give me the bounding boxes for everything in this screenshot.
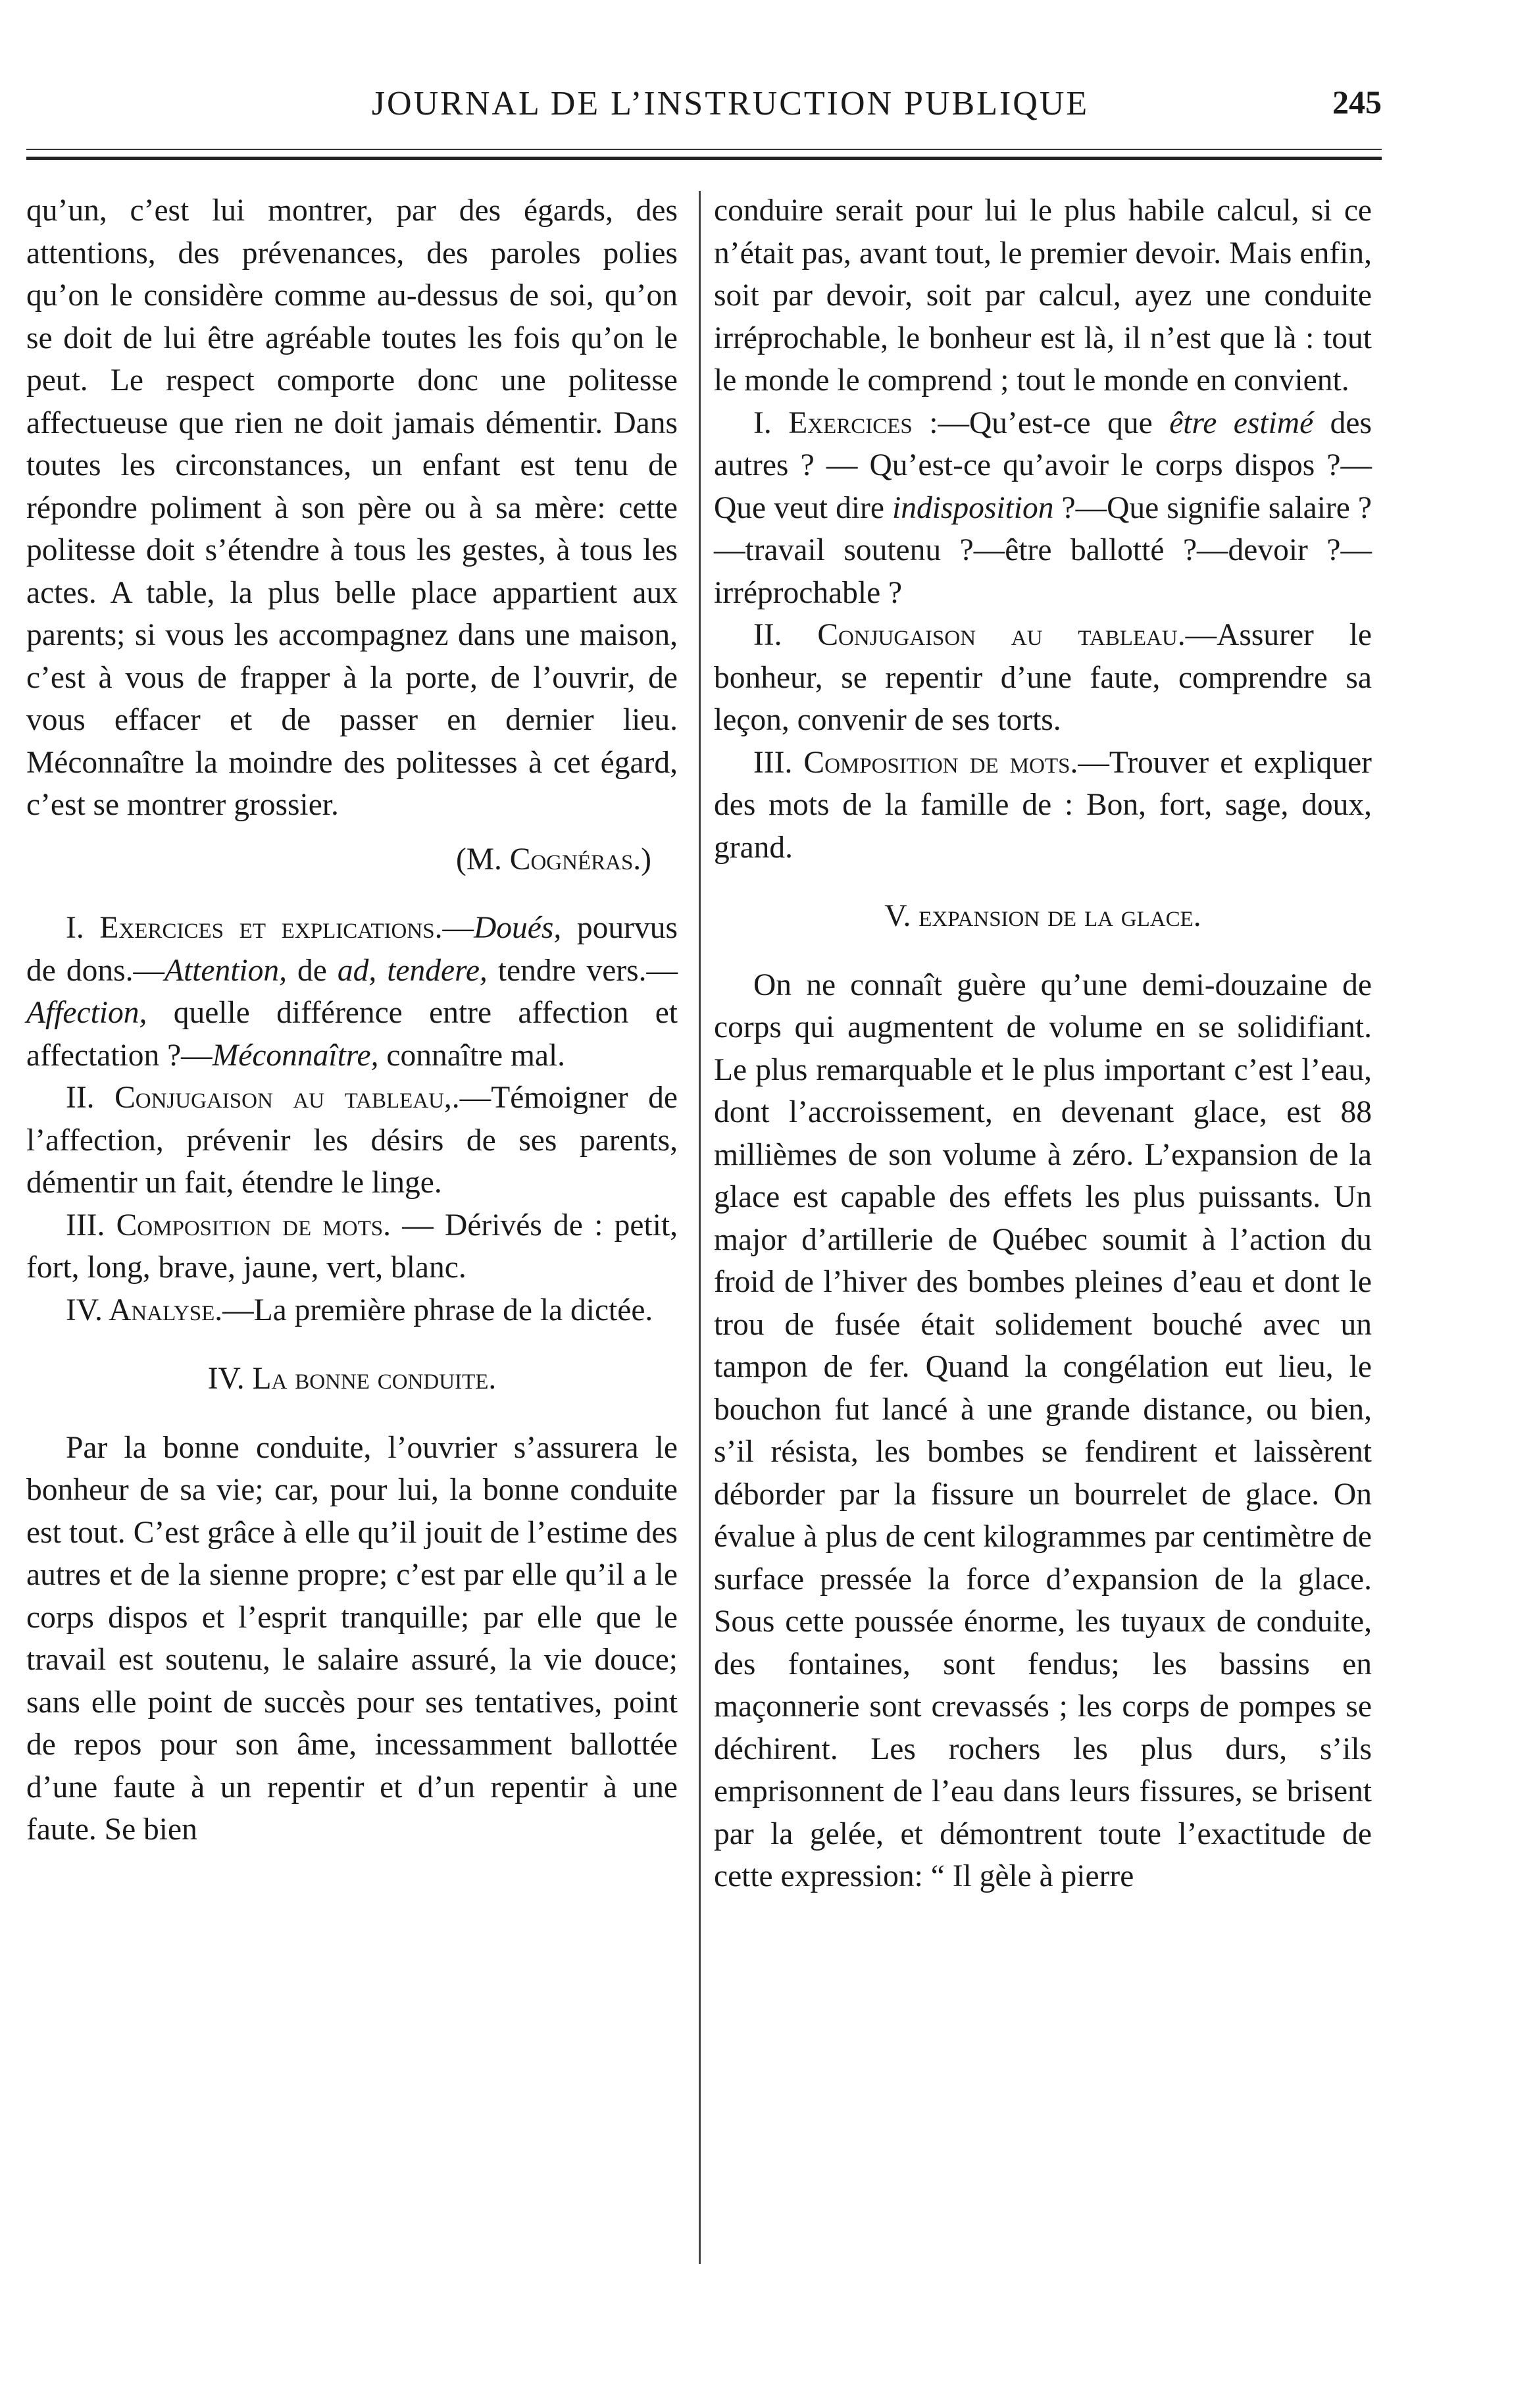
term-affection: Affection, [26, 996, 147, 1030]
exercise-4-label: IV. Analyse.— [66, 1293, 254, 1327]
running-title: JOURNAL DE L’INSTRUCTION PUBLIQUE [371, 85, 1090, 122]
exercise-1-text-e: connaître mal. [378, 1038, 566, 1073]
exercise-3-label: III. Composition de mots. — [66, 1208, 445, 1242]
continued-paragraph: conduire serait pour lui le plus habile calcul, si ce n’était pas, avant tout, le premier devoir. Mais enfin, soit par devoir, soit par calcul, ayez une conduite irréprochable, le bonheur est là, il n’est que là : tout le monde le comprend ; tout le monde en convient. [714, 193, 1372, 397]
column-divider [699, 191, 701, 2264]
exercise-1-text-c: tendre vers.— [487, 953, 678, 988]
exercise-1-text-d: quelle différence entre affection et affectation ?— [26, 996, 678, 1073]
header-rule-thick [26, 157, 1382, 160]
exercise-4-text: La première phrase de la dictée. [253, 1293, 653, 1327]
exercise-2-label: II. Conjugaison au tableau,.— [66, 1081, 491, 1115]
exercise-2-text: Témoigner de l’affection, prévenir les désirs de ses parents, démentir un fait, étendre le linge. [26, 1081, 678, 1200]
exercise-1 [26, 907, 678, 1077]
exercise-4 [26, 1289, 678, 1332]
exercise-3-text: Dérivés de : petit, fort, long, brave, jaune, vert, blanc. [26, 1208, 678, 1285]
exercise-r1-text-b: des autres ? — Qu’est-ce qu’avoir le corps dispos ?—Que veut dire [714, 405, 1372, 525]
page-number: 245 [1332, 84, 1382, 120]
exercise-r1-text-a: Qu’est-ce que [969, 405, 1170, 440]
exercise-1-text-a: pourvus de dons.— [26, 911, 678, 988]
term-etre-estime: être estimé [1169, 405, 1314, 440]
exercise-r1-text-c: ?—Que signifie salaire ?—travail soutenu ?—être ballotté ?—devoir ?—irréprochable ? [714, 490, 1372, 610]
exercise-1-text-b: de [286, 953, 338, 988]
exercise-r2 [714, 614, 1372, 742]
exercise-2 [26, 1077, 678, 1204]
section-iv-text: Par la bonne conduite, l’ouvrier s’assurera le bonheur de sa vie; car, pour lui, la bonne conduite est tout. C’est grâce à elle qu’il jouit de l’estime des autres et de la sienne propre; c’est par elle qu’il a le corps dispos et l’esprit tranquille; par elle que le travail est soutenu, le salaire assuré, la vie douce; sans elle point de succès pour ses tentatives, point de repos pour son âme, incessamment ballottée d’une faute à un repentir et d’un repentir à une faute. Se bien [26, 1430, 678, 1847]
exercise-1-label: I. Exercices et explications.— [66, 911, 474, 945]
running-header [26, 78, 1382, 137]
intro-paragraph: qu’un, c’est lui montrer, par des égards, des attentions, des prévenances, des paroles polies qu’on le considère comme au-dessus de soi, qu’on se doit de lui être agréable toutes les fois qu’on le peut. Le respect comporte donc une politesse affectueuse que rien ne doit jamais démentir. Dans toutes les circonstances, un enfant est tenu de répondre poliment à son père ou à sa mère: cette politesse doit s’étendre à tous les gestes, à tous les actes. A table, la plus belle place appartient aux parents; si vous les accompagnez dans une maison, c’est à vous de frapper à la porte, de l’ouvrir, de vous effacer et de passer en dernier lieu. Méconnaître la moindre des politesses à cet égard, c’est se montrer grossier. [26, 193, 678, 822]
term-doues: Doués, [473, 911, 562, 945]
term-indisposition: indisposition [892, 490, 1054, 525]
author-signature: (M. Cognéras.) [455, 842, 651, 877]
right-column [714, 190, 1372, 1898]
exercise-r2-label: II. Conjugaison au tableau.— [753, 618, 1217, 652]
exercise-r3-label: III. Composition de mots.— [753, 745, 1109, 780]
exercise-r1-label: I. Exercices :— [753, 405, 969, 440]
term-attention: Attention, [164, 953, 287, 988]
section-v-text: On ne connaît guère qu’une demi-douzaine de corps qui augmentent de volume en se solidifiant. Le plus remarquable et le plus important c’est l’eau, dont l’accroissement, en devenant glace, est 88 millièmes de son volume à zéro. L’expansion de la glace est capable des effets les plus puissants. Un major d’artillerie de Québec soumit à l’action du froid de l’hiver des bombes pleines d’eau et dont le trou de fusée était solidement bouché avec un tampon de fer. Quand la congélation eut lieu, le bouchon fut lancé à une grande distance, ou bien, s’il résista, les bombes se fendirent et laissèrent déborder par la fissure un bourrelet de glace. On évalue à plus de cent kilogrammes par centimètre de surface pressée la force d’expansion de la glace. Sous cette poussée énorme, les tuyaux de conduite, des fontaines, sont fendus; les bassins en maçonnerie sont crevassés ; les corps de pompes se déchirent. Les rochers les plus durs, s’ils emprisonnent de l’eau dans leurs fissures, se brisent par la gelée, et démontrent toute l’exactitude de cette expression: “ Il gèle à pierre [714, 967, 1372, 1893]
section-v-title: V. expansion de la glace. [884, 899, 1201, 933]
exercise-r3 [714, 742, 1372, 869]
section-iv-title: IV. La bonne conduite. [207, 1362, 497, 1396]
term-meconnaitre: Méconnaître, [212, 1038, 379, 1073]
left-column [26, 190, 678, 1851]
header-rule-thin [26, 149, 1382, 150]
exercise-r2-text: Assurer le bonheur, se repentir d’une faute, comprendre sa leçon, convenir de ses torts. [714, 618, 1372, 737]
exercise-3 [26, 1204, 678, 1289]
term-ad-tendere: ad, tendere, [337, 953, 488, 988]
exercise-r1 [714, 402, 1372, 615]
exercise-r3-text: Trouver et expliquer des mots de la famille de : Bon, fort, sage, doux, grand. [714, 745, 1372, 865]
